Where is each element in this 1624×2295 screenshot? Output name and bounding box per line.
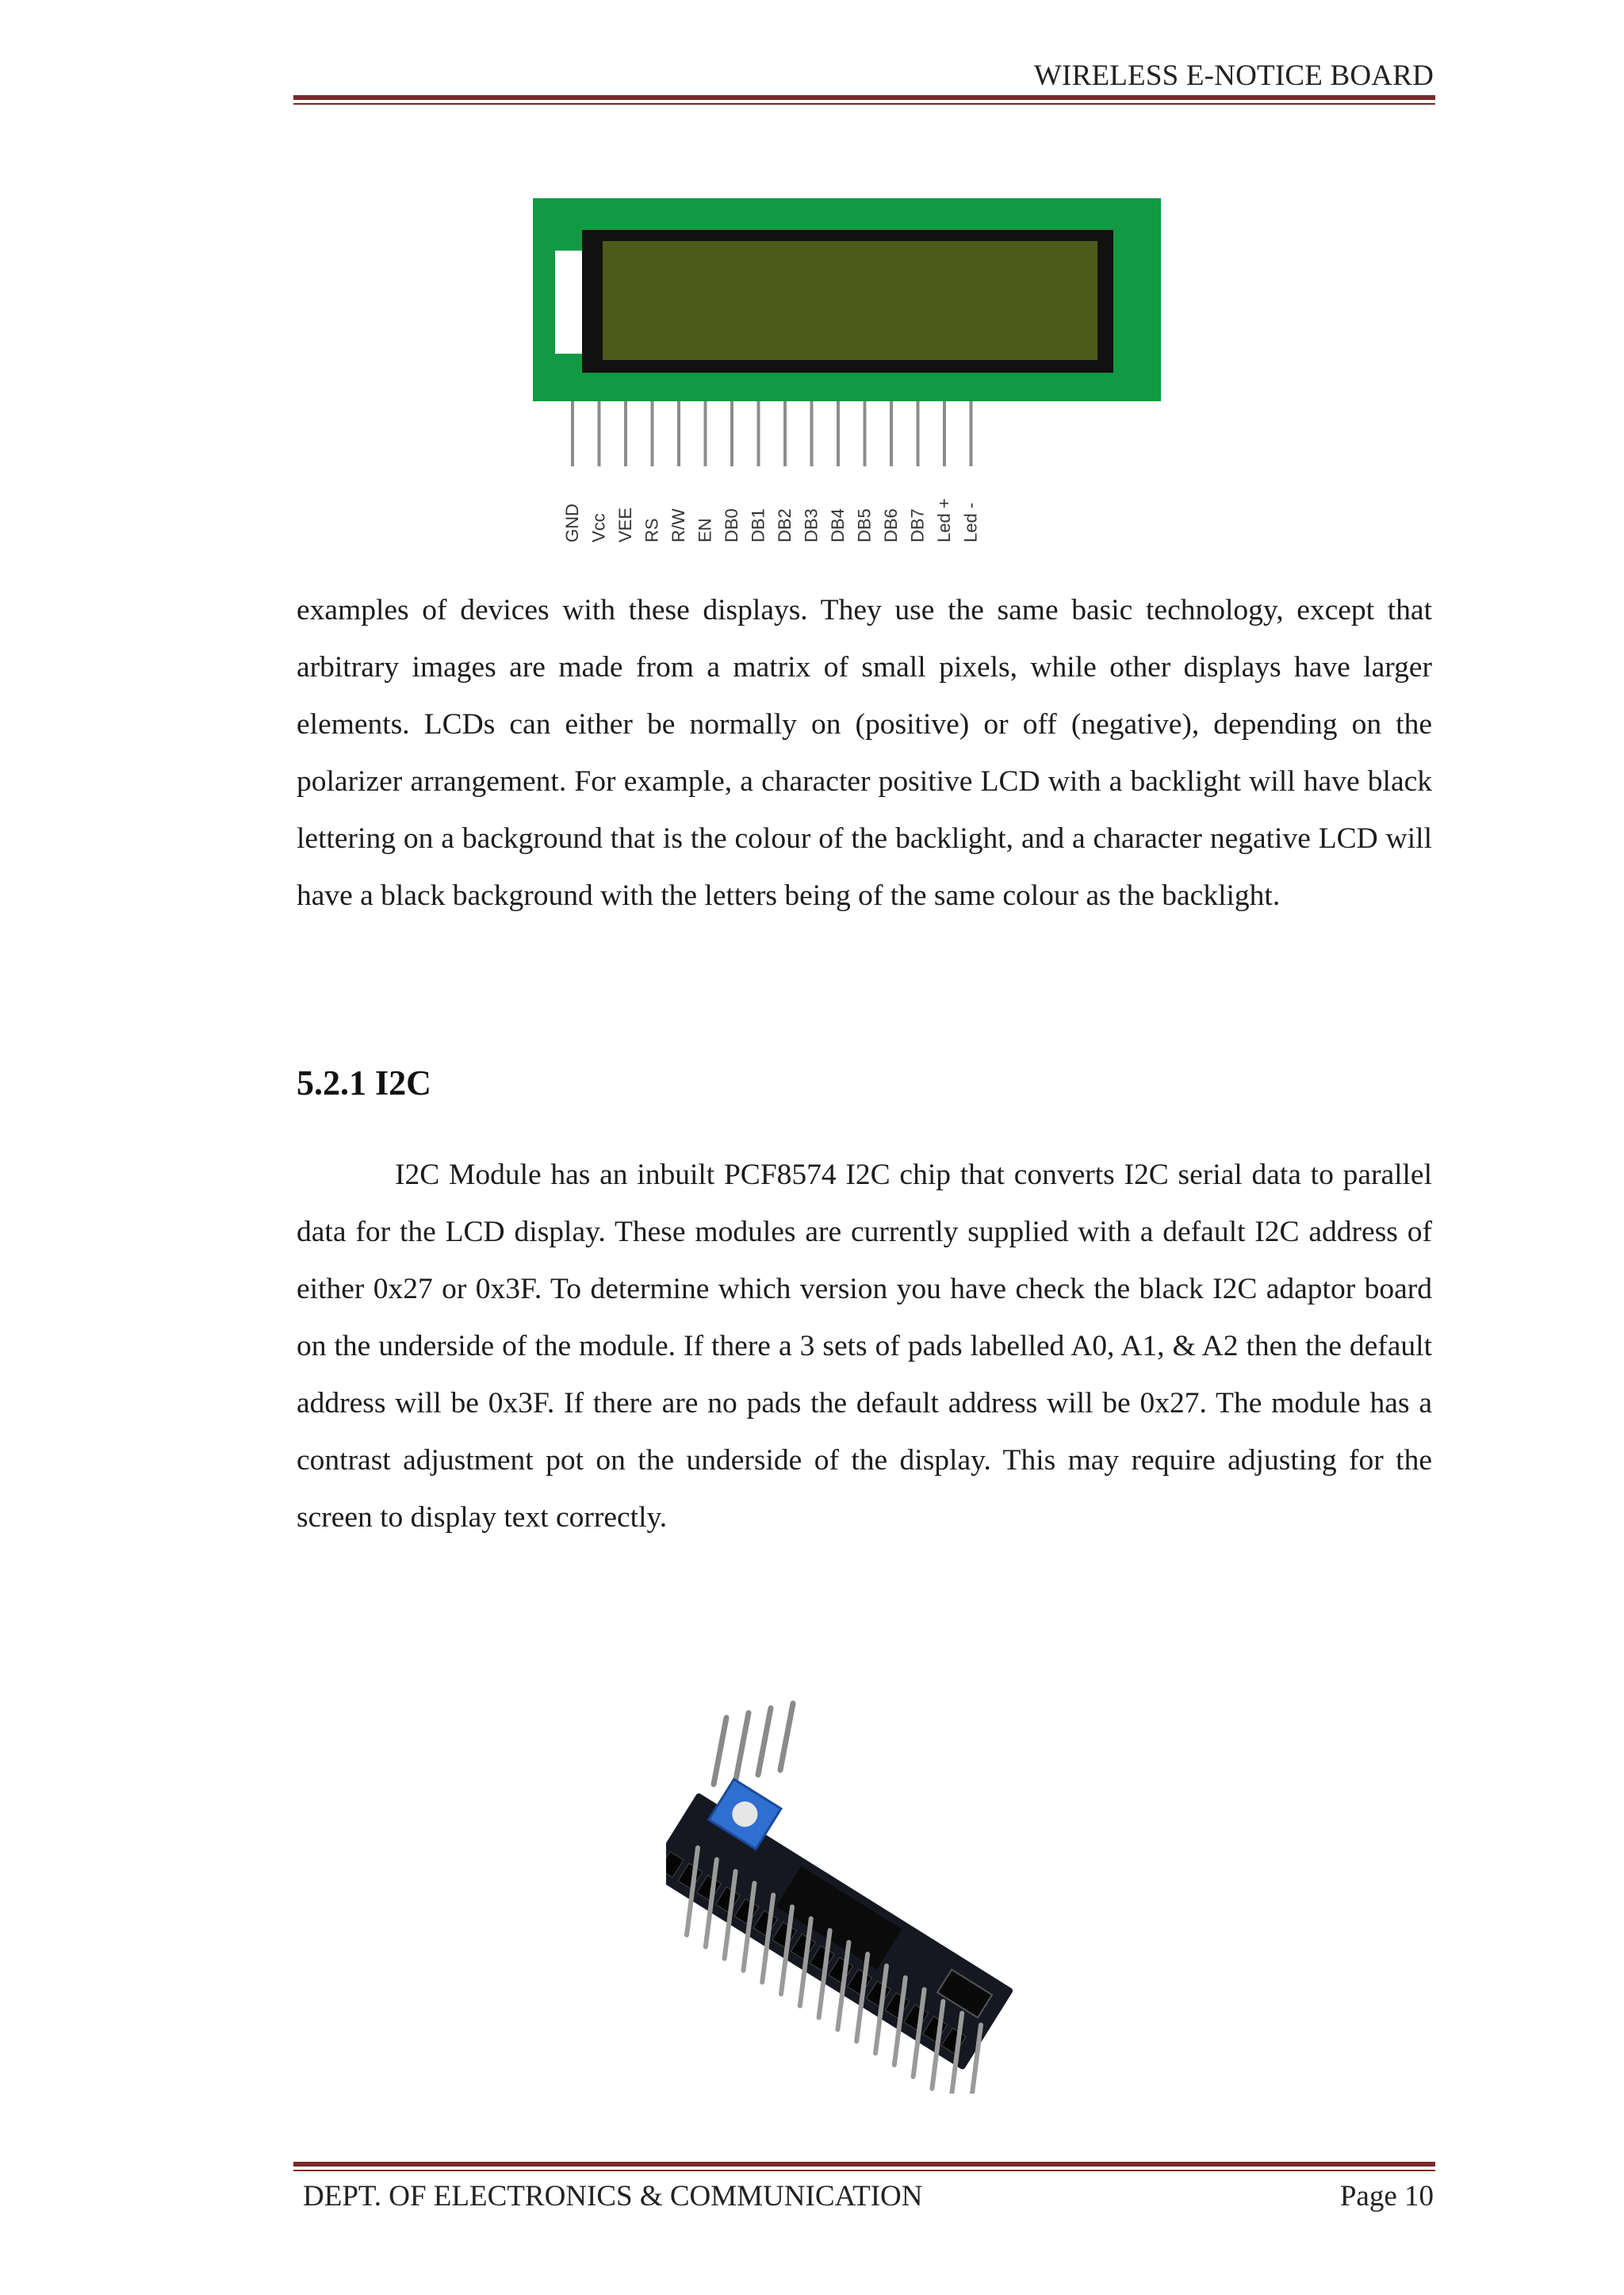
lcd-pin-label: GND <box>562 504 582 542</box>
i2c-board <box>666 1767 1030 2071</box>
header-rule <box>293 95 1435 100</box>
lcd-pin-group <box>562 401 981 542</box>
footer-rule <box>293 2162 1435 2167</box>
body-paragraph-i2c: I2C Module has an inbuilt PCF8574 I2C chip that converts I2C serial data to parallel data for the LCD display. These modules are currently supplied with a default I2C address of either 0x27 or 0x3F. To determine which version you have check the black I2C adaptor board on the underside of the module. If there a 3 sets of pads labelled A0, A1, & A2 then the default address will be 0x3F. If there are no pads the default address will be 0x27. The module has a contrast adjustment pot on the underside of the display. This may require adjusting for the screen to display text correctly. <box>297 1159 1432 1534</box>
i2c-top-pins <box>714 1703 793 1784</box>
lcd-pin-label: R/W <box>668 508 688 542</box>
i2c-module-illustration <box>666 1689 1078 2094</box>
lcd-side-pad <box>555 251 585 354</box>
footer-department: DEPT. OF ELECTRONICS & COMMUNICATION <box>303 2180 923 2213</box>
lcd-screen <box>603 241 1097 360</box>
section-heading-i2c: 5.2.1 I2C <box>297 1063 431 1102</box>
footer-page-number: Page 10 <box>1339 2180 1434 2213</box>
lcd-pin-label: DB1 <box>748 508 768 542</box>
header-rule-thin <box>293 103 1435 105</box>
lcd-pin-label: Vcc <box>588 513 609 542</box>
lcd-pin-label: DB2 <box>775 508 795 542</box>
footer-rule-thin <box>293 2170 1435 2171</box>
lcd-pin-label: EN <box>695 518 715 542</box>
lcd-pin-label: Led + <box>934 498 954 542</box>
body-paragraph-lcd: examples of devices with these displays. They use the same basic technology, except that arbitrary images are made from a matrix of small pixels, while other displays have larger elements. LCDs can either be normally on (positive) or off (negative), depending on the polarizer arrangement. For example, a character positive LCD with a backlight will have black lettering on a background that is the colour of the backlight, and a character negative LCD will have a black background with the letters being of the same colour as the backlight. <box>297 594 1432 912</box>
lcd-pin-label: DB6 <box>881 508 901 542</box>
lcd-pin-label: DB0 <box>722 508 741 542</box>
lcd-pin-label: Led - <box>960 502 981 542</box>
lcd-16x2-figure <box>531 197 1197 546</box>
lcd-pin-label: DB5 <box>854 508 875 542</box>
lcd-pin-label: VEE <box>615 507 635 542</box>
lcd-16x2-illustration <box>531 197 1197 546</box>
lcd-pin-label: DB4 <box>828 508 848 542</box>
lcd-pin-label: RS <box>642 518 662 542</box>
lcd-pin-label: DB3 <box>801 508 822 542</box>
lcd-pin-label: DB7 <box>907 508 928 542</box>
running-header-title: WIRELESS E-NOTICE BOARD <box>1033 59 1434 92</box>
i2c-module-figure <box>666 1689 1078 2094</box>
